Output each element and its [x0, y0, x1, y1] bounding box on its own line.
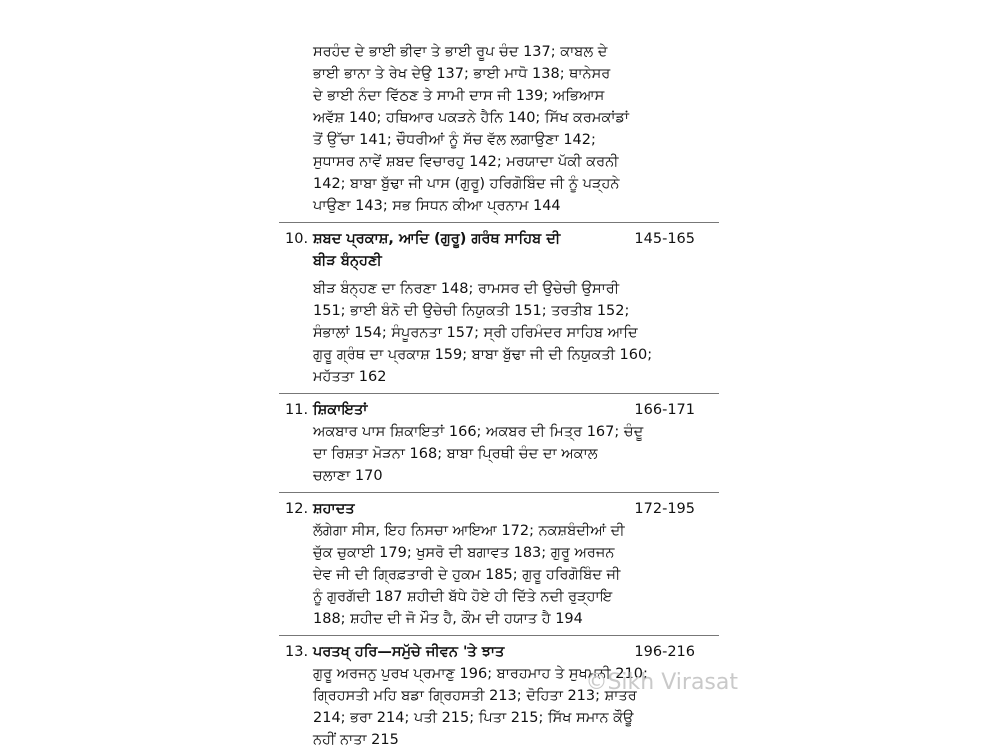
section-divider	[279, 393, 719, 394]
chapter-content-text: ਸੰਭਾਲਾਂ 154; ਸੰਪੂਰਨਤਾ 157; ਸ੍ਰੀ ਹਰਿਮੰਦਰ ਸਾਹਿਬ ਆਦਿ	[313, 325, 638, 341]
chapter-number: 10.	[285, 231, 309, 247]
section-divider	[279, 635, 719, 636]
chapter-content-text: ਗੁਰੂ ਗ੍ਰੰਥ ਦਾ ਪ੍ਰਕਾਸ਼ 159; ਬਾਬਾ ਬੁੱਢਾ ਜੀ ਦੀ ਨਿਯੁਕਤੀ 160;	[313, 347, 653, 363]
chapter-title: ਸ਼ਹਾਦਤ	[313, 501, 355, 517]
chapter-page-range: 166-171	[634, 402, 695, 418]
chapter-page-range: 196-216	[634, 644, 695, 660]
chapter-title: ਸ਼ਬਦ ਪ੍ਰਕਾਸ਼, ਆਦਿ (ਗੁਰੂ) ਗਰੰਥ ਸਾਹਿਬ ਦੀ	[313, 231, 561, 247]
chapter-page-range: 145-165	[634, 231, 695, 247]
chapter-title: ਪਰਤਖ੍ ਹਰਿ—ਸਮੁੱਚੇ ਜੀਵਨ 'ਤੇ ਝਾਤ	[313, 644, 505, 660]
chapter-content-text: ਅਕਬਾਰ ਪਾਸ ਸ਼ਿਕਾਇਤਾਂ 166; ਅਕਬਰ ਦੀ ਮਿਤ੍ਰ 167; ਚੰਦੂ	[313, 424, 644, 440]
intro-line-text: ਦੇ ਭਾਈ ਨੰਦਾ ਵਿੱਠਣ ਤੇ ਸਾਮੀ ਦਾਸ ਜੀ 139; ਅਭਿਆਸ	[313, 88, 605, 104]
chapter-number: 11.	[285, 402, 309, 418]
chapter-content-text: ਲੱਗੇਗਾ ਸੀਸ, ਇਹ ਨਿਸਚਾ ਆਇਆ 172; ਨਕਸ਼ਬੰਦੀਆਂ ਦੀ	[313, 523, 625, 539]
intro-line-text: ਭਾਈ ਭਾਨਾ ਤੇ ਰੇਖ ਦੇਉ 137; ਭਾਈ ਮਾਧੋ 138; ਥਾਨੇਸਰ	[313, 66, 611, 82]
section-divider	[279, 492, 719, 493]
chapter-content-text: ਦਾ ਰਿਸ਼ਤਾ ਮੋੜਨਾ 168; ਬਾਬਾ ਪ੍ਰਿਥੀ ਚੰਦ ਦਾ ਅਕਾਲ	[313, 446, 598, 462]
chapter-content-text: ਨੂੰ ਗੁਰਗੱਦੀ 187 ਸ਼ਹੀਦੀ ਬੱਧੇ ਹੋਏ ਹੀ ਦਿੱਤੇ ਨਦੀ ਰੁੜ੍ਹਾਇ	[313, 589, 613, 605]
intro-line-text: ਤੋਂ ਉੱਚਾ 141; ਚੌਧਰੀਆਂ ਨੂੰ ਸੱਚ ਵੱਲ ਲਗਾਉਣਾ 142;	[313, 132, 596, 148]
section-divider	[279, 222, 719, 223]
chapter-content-text: ਬੀੜ ਬੰਨ੍ਹਣ ਦਾ ਨਿਰਣਾ 148; ਰਾਮਸਰ ਦੀ ਉਚੇਚੀ ਉਸਾਰੀ	[313, 281, 620, 297]
chapter-number: 13.	[285, 644, 309, 660]
chapter-number: 12.	[285, 501, 309, 517]
chapter-content-text: ਗ੍ਰਿਹਸਤੀ ਮਹਿ ਬਡਾ ਗ੍ਰਿਹਸਤੀ 213; ਦੋਹਿਤਾ 213; ਸ਼ਾਤਰ	[313, 688, 637, 704]
chapter-content-text: ਦੇਵ ਜੀ ਦੀ ਗ੍ਰਿਫ਼ਤਾਰੀ ਦੇ ਹੁਕਮ 185; ਗੁਰੂ ਹਰਿਗੋਬਿੰਦ ਜੀ	[313, 567, 621, 583]
chapter-content-text: ਗੁਰੂ ਅਰਜਨੁ ਪੁਰਖ ਪ੍ਰਮਾਣੁ 196; ਬਾਰਹਮਾਹ ਤੇ ਸੁਖਮਨੀ 210;	[313, 666, 648, 682]
intro-line-text: ਪਾਉਣਾ 143; ਸਭ ਸਿਧਨ ਕੀਆ ਪ੍ਰਨਾਮ 144	[313, 198, 561, 214]
watermark: ©Sikh Virasat	[585, 670, 738, 695]
intro-line-text: 142; ਬਾਬਾ ਬੁੱਢਾ ਜੀ ਪਾਸ (ਗੁਰੂ) ਹਰਿਗੋਬਿੰਦ ਜੀ ਨੂੰ ਪੜ੍ਹਨੇ	[313, 176, 620, 192]
chapter-content-text: 151; ਭਾਈ ਬੰਨੋ ਦੀ ਉਚੇਚੀ ਨਿਯੁਕਤੀ 151; ਤਰਤੀਬ 152;	[313, 303, 630, 319]
chapter-page-range: 172-195	[634, 501, 695, 517]
chapter-content-text: ਨਹੀਂ ਨਾਤਾ 215	[313, 732, 399, 748]
chapter-title: ਬੀੜ ਬੰਨ੍ਹਣੀ	[313, 253, 382, 269]
chapter-content-text: 188; ਸ਼ਹੀਦ ਦੀ ਜੋ ਮੌਤ ਹੈ, ਕੌਮ ਦੀ ਹਯਾਤ ਹੈ 194	[313, 611, 583, 627]
chapter-title: ਸ਼ਿਕਾਇਤਾਂ	[313, 402, 368, 418]
intro-line-text: ਸੁਧਾਸਰ ਨਾਵੇਂ ਸ਼ਬਦ ਵਿਚਾਰਹੁ 142; ਮਰਯਾਦਾ ਪੱਕੀ ਕਰਨੀ	[313, 154, 619, 170]
chapter-content-text: ਚੁੱਕ ਚੁਕਾਈ 179; ਖੁਸਰੋ ਦੀ ਬਗਾਵਤ 183; ਗੁਰੂ ਅਰਜਨ	[313, 545, 615, 561]
intro-line-text: ਅਵੱਸ਼ 140; ਹਥਿਆਰ ਪਕੜਨੇ ਹੈਨਿ 140; ਸਿੱਖ ਕਰਮਕਾਂਡਾਂ	[313, 110, 629, 126]
chapter-content-text: ਮਹੱਤਤਾ 162	[313, 369, 387, 385]
chapter-content-text: ਚਲਾਣਾ 170	[313, 468, 383, 484]
chapter-content-text: 214; ਭਰਾ 214; ਪਤੀ 215; ਪਿਤਾ 215; ਸਿੱਖ ਸਮਾਨ ਕੌਊ	[313, 710, 634, 726]
intro-line-text: ਸਰਹੰਦ ਦੇ ਭਾਈ ਭੀਵਾ ਤੇ ਭਾਈ ਰੂਪ ਚੰਦ 137; ਕਾਬਲ ਦੇ	[313, 44, 608, 60]
